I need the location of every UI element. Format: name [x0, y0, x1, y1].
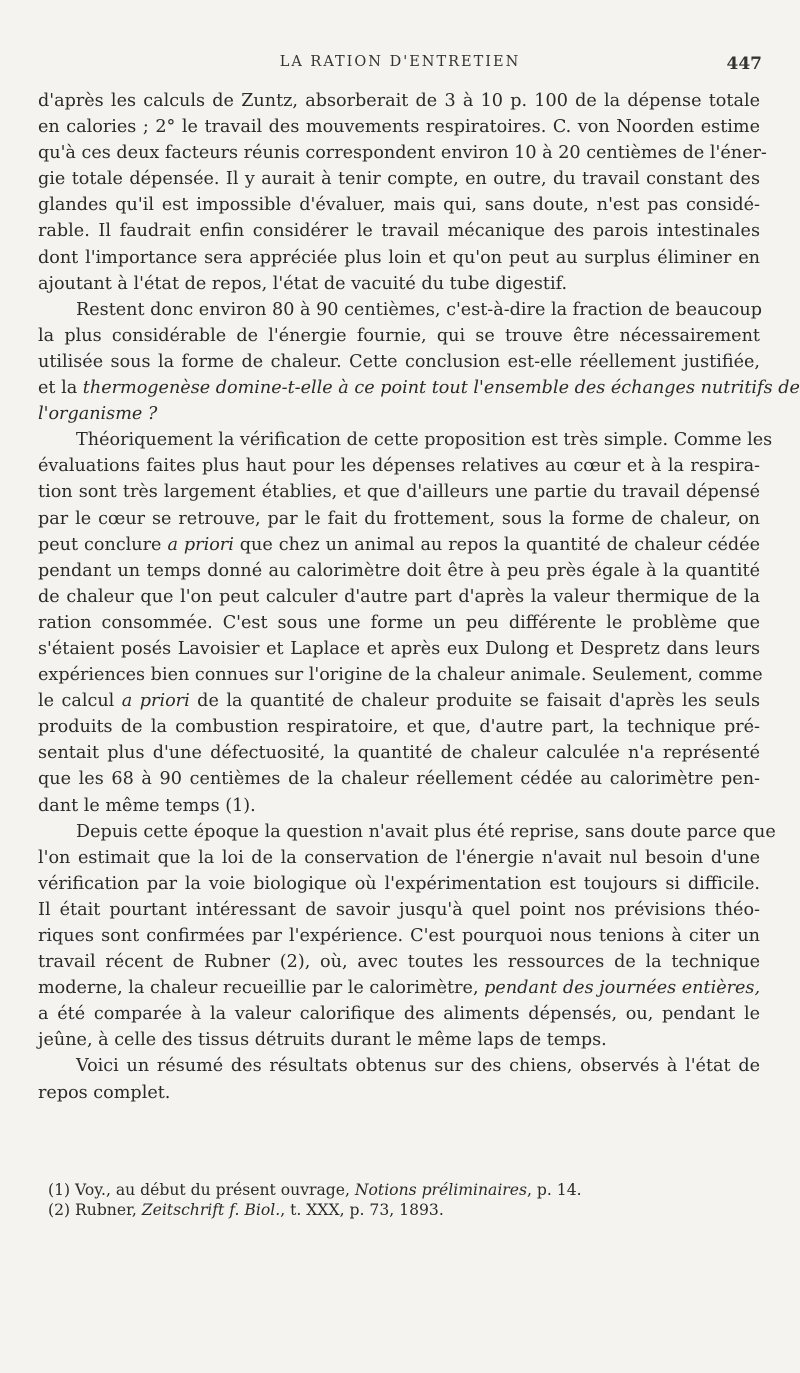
text-line: le calcul a priori de la quantité de chaleur produite se faisait d'après les seuls — [38, 691, 760, 712]
text-line: que les 68 à 90 centièmes de la chaleur réellement cédée au calorimètre pen- — [38, 769, 760, 790]
running-title: LA RATION D'ENTRETIEN — [279, 54, 521, 70]
text-line: la plus considérable de l'énergie fournie, qui se trouve être nécessairement — [38, 325, 760, 346]
italic-text: Notions préliminaires — [354, 1181, 527, 1199]
text-line: qu'à ces deux facteurs réunis correspondent environ 10 à 20 centièmes de l'éner- — [38, 143, 767, 164]
text-line: Il était pourtant intéressant de savoir jusqu'à quel point nos prévisions théo- — [38, 899, 760, 920]
text-line: peut conclure a priori que chez un animal au repos la quantité de chaleur cédée — [38, 534, 761, 555]
text-line: Depuis cette époque la question n'avait plus été reprise, sans doute parce que — [76, 821, 776, 842]
text-line: dant le même temps (1). — [38, 795, 256, 816]
footnote: (1) Voy., au début du présent ouvrage, Notions préliminaires, p. 14. — [48, 1181, 582, 1199]
running-head — [0, 54, 800, 78]
text-line: l'on estimait que la loi de la conservation de l'énergie n'avait nul besoin d'une — [38, 847, 760, 868]
text-line: par le cœur se retrouve, par le fait du frottement, sous la forme de chaleur, on — [38, 508, 760, 529]
text-line: sentait plus d'une défectuosité, la quantité de chaleur calculée n'a représenté — [38, 743, 760, 764]
text-line: ration consommée. C'est sous une forme un peu différente le problème que — [38, 612, 760, 633]
italic-text: a priori — [167, 534, 234, 555]
text-line: expériences bien connues sur l'origine de la chaleur animale. Seulement, comme — [38, 665, 763, 686]
text-line: travail récent de Rubner (2), où, avec toutes les ressources de la technique — [38, 952, 760, 973]
text-line: de chaleur que l'on peut calculer d'autre part d'après la valeur thermique de la — [38, 586, 760, 607]
text-line: d'après les calculs de Zuntz, absorberait de 3 à 10 p. 100 de la dépense totale — [38, 91, 760, 111]
text-line: Voici un résumé des résultats obtenus sur des chiens, observés à l'état de — [76, 1056, 760, 1077]
text-line: s'étaient posés Lavoisier et Laplace et après eux Dulong et Despretz dans leurs — [38, 638, 760, 659]
italic-text: l'organisme ? — [38, 404, 158, 425]
text-line: utilisée sous la forme de chaleur. Cette conclusion est-elle réellement justifiée, — [38, 351, 760, 372]
text-line: pendant un temps donné au calorimètre doit être à peu près égale à la quantité — [38, 560, 760, 581]
text-line: riques sont confirmées par l'expérience. C'est pourquoi nous tenions à citer un — [38, 926, 760, 946]
text-line: ajoutant à l'état de repos, l'état de vacuité du tube digestif. — [38, 273, 568, 294]
text-line: en calories ; 2° le travail des mouvements respiratoires. C. von Noorden estime — [38, 117, 760, 138]
text-line: a été comparée à la valeur calorifique des aliments dépensés, ou, pendant le — [38, 1004, 760, 1025]
page-number: 447 — [726, 54, 762, 74]
text-line: jeûne, à celle des tissus détruits durant le même laps de temps. — [38, 1030, 607, 1051]
italic-text: Zeitschrift f. Biol. — [141, 1201, 281, 1219]
text-line: tion sont très largement établies, et que d'ailleurs une partie du travail dépensé — [38, 482, 760, 503]
text-line: Restent donc environ 80 à 90 centièmes, c'est-à-dire la fraction de beaucoup — [76, 299, 762, 320]
text-line: moderne, la chaleur recueillie par le calorimètre, pendant des journées entières, — [38, 978, 761, 999]
text-line: et la thermogenèse domine-t-elle à ce point tout l'ensemble des échanges nutritifs de — [38, 378, 800, 399]
text-line: gie totale dépensée. Il y aurait à tenir compte, en outre, du travail constant des — [38, 169, 760, 190]
text-line: produits de la combustion respiratoire, et que, d'autre part, la technique pré- — [38, 717, 760, 738]
text-line: vérification par la voie biologique où l'expérimentation est toujours si difficile. — [38, 873, 760, 894]
text-line: Théoriquement la vérification de cette proposition est très simple. Comme les — [76, 430, 773, 451]
text-line: évaluations faites plus haut pour les dépenses relatives au cœur et à la respira- — [38, 456, 760, 477]
footnotes — [48, 1180, 760, 1220]
italic-text: a priori — [121, 691, 190, 712]
italic-text: pendant des journées entières, — [484, 978, 761, 999]
body-text — [38, 88, 800, 1106]
footnote: (2) Rubner, Zeitschrift f. Biol., t. XXX, p. 73, 1893. — [48, 1201, 444, 1219]
text-line: glandes qu'il est impossible d'évaluer, mais qui, sans doute, n'est pas considé- — [38, 195, 760, 216]
text-line: repos complet. — [38, 1082, 171, 1103]
italic-text: thermogenèse domine-t-elle à ce point tout l'ensemble des échanges nutritifs de — [82, 378, 800, 399]
text-line: dont l'importance sera appréciée plus loin et qu'on peut au surplus éliminer en — [38, 247, 760, 268]
text-line — [38, 401, 760, 427]
text-line: rable. Il faudrait enfin considérer le travail mécanique des parois intestinales — [38, 221, 760, 242]
